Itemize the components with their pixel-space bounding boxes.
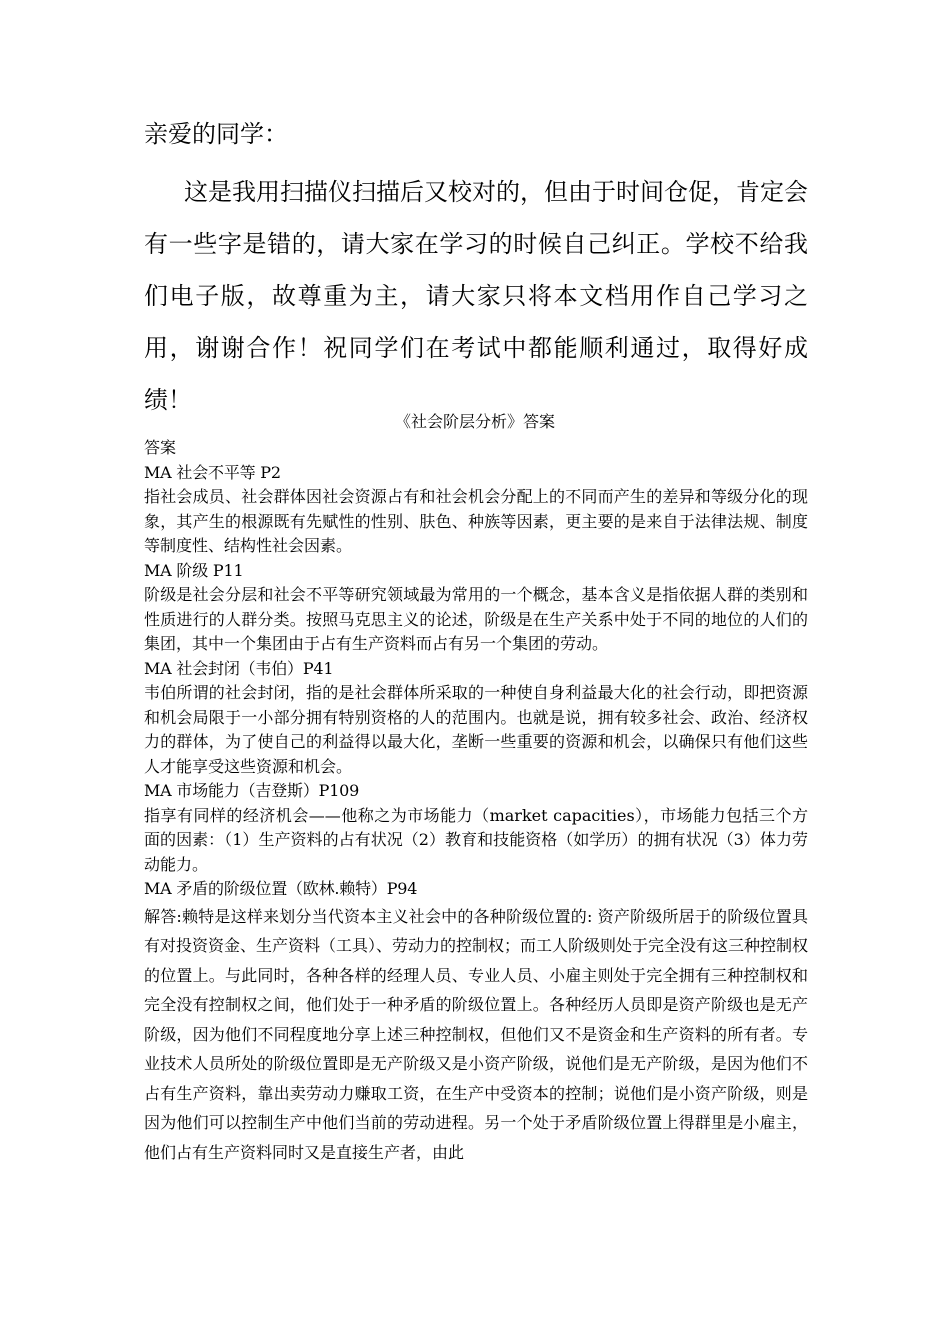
entry-definition: 韦伯所谓的社会封闭，指的是社会群体所采取的一种使自身利益最大化的社会行动，即把资源和机会局限于一小部分拥有特别资格的人的范围内。也就是说，拥有较多社会、政治、经济权力的群体，为了使自己的利益得以最大化，垄断一些重要的资源和机会，以确保只有他们这些人才能享受这些资源和机会。: [144, 683, 808, 776]
entry-term: MA 市场能力（吉登斯）P109: [144, 781, 360, 800]
entry-definition: 阶级是社会分层和社会不平等研究领域最为常用的一个概念，基本含义是指依据人群的类别和性质进行的人群分类。按照马克思主义的论述，阶级是在生产关系中处于不同的地位的人们的集团，其中一个集团由于占有生产资料而占有另一个集团的劳动。: [144, 585, 808, 653]
letter-text: 这是我用扫描仪扫描后又校对的，但由于时间仓促，肯定会有一些字是错的，请大家在学习的时候自己纠正。学校不给我们电子版，故尊重为主，请大家只将本文档用作自己学习之用，谢谢合作！祝同学们在考试中都能顺利通过，取得好成绩！: [144, 178, 808, 414]
entry-term: MA 阶级 P11: [144, 560, 244, 580]
entry-term: MA 社会封闭（韦伯）P41: [144, 658, 334, 678]
document-title: 《社会阶层分析》答案: [394, 412, 555, 431]
entry-term: MA 社会不平等 P2: [144, 462, 281, 482]
entry-definition: 指享有同样的经济机会——他称之为市场能力（market capacities），市场能力包括三个方面的因素：（1）生产资料的占有状况（2）教育和技能资格（如学历）的拥有状况（3）体力劳动能力。: [144, 805, 808, 874]
letter-body: [144, 166, 808, 426]
entry-term: MA 矛盾的阶级位置（欧林.赖特）P94: [144, 879, 418, 898]
answer-heading: 答案: [144, 438, 177, 457]
entry-definition: 指社会成员、社会群体因社会资源占有和社会机会分配上的不同而产生的差异和等级分化的现象，其产生的根源既有先赋性的性别、肤色、种族等因素，更主要的是来自于法律法规、制度等制度性、结构性社会因素。: [144, 487, 808, 555]
document-content: [144, 436, 808, 1167]
entry-definition: 解答:赖特是这样来划分当代资本主义社会中的各种阶级位置的: 资产阶级所居于的阶级位置具有对投资资金、生产资料（工具）、劳动力的控制权；而工人阶级则处于完全没有这三种控制权的位置上。与此同时，各种各样的经理人员、专业人员、小雇主则处于完全拥有三种控制权和完全没有控制权之间，他们处于一种矛盾的阶级位置上。各种经历人员即是资产阶级也是无产阶级，因为他们不同程度地分享上述三种控制权，但他们又不是资金和生产资料的所有者。专业技术人员所处的阶级位置即是无产阶级又是小资产阶级，说他们是无产阶级，是因为他们不占有生产资料，靠出卖劳动力赚取工资，在生产中受资本的控制；说他们是小资产阶级，则是因为他们可以控制生产中他们当前的劳动进程。另一个处于矛盾阶级位置上得群里是小雇主，他们占有生产资料同时又是直接生产者，由此: [144, 906, 809, 1162]
letter-greeting: 亲爱的同学：: [144, 120, 288, 148]
